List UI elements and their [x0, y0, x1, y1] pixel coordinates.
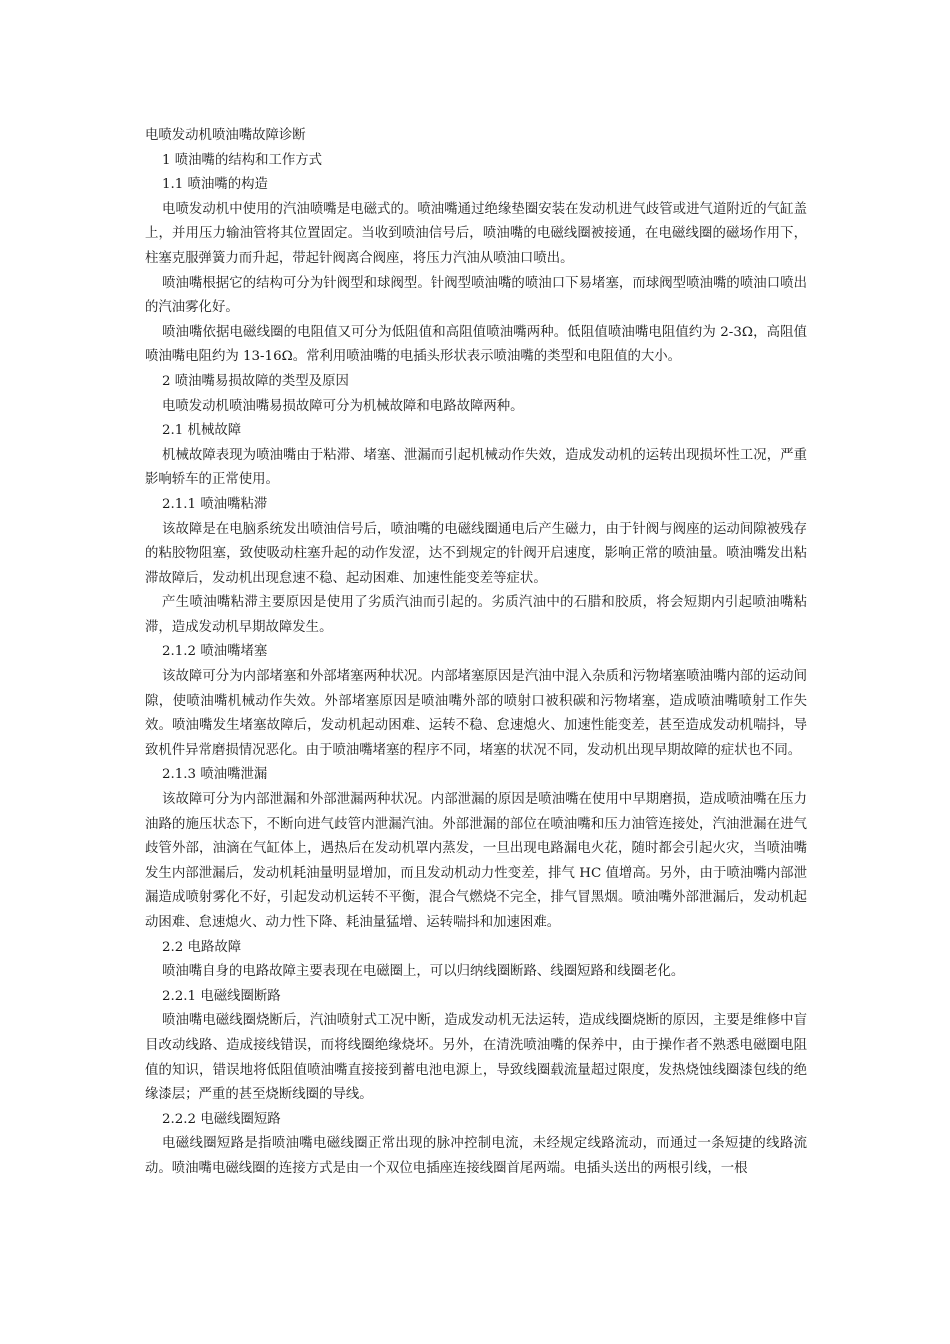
paragraph: 该故障可分为内部泄漏和外部泄漏两种状况。内部泄漏的原因是喷油嘴在使用中早期磨损，造成喷油嘴在压力油路的施压状态下，不断向进气歧管内泄漏汽油。外部泄漏的部位在喷油嘴和压力油管连接处，汽油泄漏在进气歧管外部，油滴在气缸体上，遇热后在发动机罩内蒸发，一旦出现电路漏电火花，随时都会引起火灾，当喷油嘴发生内部泄漏后，发动机耗油量明显增加，而且发动机动力性变差，排气 HC 值增高。另外，由于喷油嘴内部泄漏造成喷射雾化不好，引起发动机运转不平衡，混合气燃烧不完全，排气冒黑烟。喷油嘴外部泄漏后，发动机起动困难、怠速熄火、动力性下降、耗油量猛增、运转喘抖和加速困难。 — [145, 792, 807, 930]
subsection-heading-2-2: 2.2 电路故障 — [162, 939, 242, 955]
paragraph: 该故障是在电脑系统发出喷油信号后，喷油嘴的电磁线圈通电后产生磁力，由于针阀与阀座的运动间隙被残存的粘胶物阻塞，致使吸动柱塞升起的动作发涩，达不到规定的针阀开启速度，影响正常的喷油量。喷油嘴发出粘滞故障后，发动机出现怠速不稳、起动困难、加速性能变差等症状。 — [145, 521, 807, 586]
paragraph: 电喷发动机中使用的汽油喷嘴是电磁式的。喷油嘴通过绝缘垫圈安装在发动机进气歧管或进气道附近的气缸盖上，并用压力输油管将其位置固定。当收到喷油信号后，喷油嘴的电磁线圈被接通，在电磁线圈的磁场作用下，柱塞克服弹簧力而升起，带起针阀离合阀座，将压力汽油从喷油口喷出。 — [145, 201, 807, 266]
subsubsection-heading-2-2-1: 2.2.1 电磁线圈断路 — [162, 988, 281, 1004]
section-heading-1: 1 喷油嘴的结构和工作方式 — [162, 152, 323, 168]
paragraph: 喷油嘴依据电磁线圈的电阻值又可分为低阻值和高阻值喷油嘴两种。低阻值喷油嘴电阻值约为 2-3Ω，高阻值喷油嘴电阻约为 13-16Ω。常利用喷油嘴的电插头形状表示喷油嘴的类型和电阻值的大小。 — [145, 324, 807, 365]
subsubsection-heading-2-1-2: 2.1.2 喷油嘴堵塞 — [162, 644, 268, 660]
subsection-heading-1-1: 1.1 喷油嘴的构造 — [162, 177, 268, 193]
subsubsection-heading-2-1-3: 2.1.3 喷油嘴泄漏 — [162, 767, 268, 783]
paragraph: 机械故障表现为喷油嘴由于粘滞、堵塞、泄漏而引起机械动作失效，造成发动机的运转出现损坏性工况，严重影响轿车的正常使用。 — [145, 447, 807, 488]
subsection-heading-2-1: 2.1 机械故障 — [162, 423, 242, 439]
paragraph: 该故障可分为内部堵塞和外部堵塞两种状况。内部堵塞原因是汽油中混入杂质和污物堵塞喷油嘴内部的运动间隙，使喷油嘴机械动作失效。外部堵塞原因是喷油嘴外部的喷射口被积碳和污物堵塞，造成喷油嘴喷射工作失效。喷油嘴发生堵塞故障后，发动机起动困难、运转不稳、怠速熄火、加速性能变差，甚至造成发动机喘抖，导致机件异常磨损情况恶化。由于喷油嘴堵塞的程序不同，堵塞的状况不同，发动机出现早期故障的症状也不同。 — [145, 669, 807, 758]
subsubsection-heading-2-2-2: 2.2.2 电磁线圈短路 — [162, 1111, 281, 1127]
section-heading-2: 2 喷油嘴易损故障的类型及原因 — [162, 373, 349, 389]
subsubsection-heading-2-1-1: 2.1.1 喷油嘴粘滞 — [162, 496, 268, 512]
paragraph: 电喷发动机喷油嘴易损故障可分为机械故障和电路故障两种。 — [162, 398, 524, 414]
document-title: 电喷发动机喷油嘴故障诊断 — [145, 128, 306, 143]
paragraph: 喷油嘴电磁线圈烧断后，汽油喷射式工况中断，造成发动机无法运转，造成线圈烧断的原因，主要是维修中盲目改动线路、造成接线错误，而将线圈绝缘烧坏。另外，在清洗喷油嘴的保养中，由于操作者不熟悉电磁圈电阻值的知识，错误地将低阻值喷油嘴直接接到蓄电池电源上，导致线圈载流量超过限度，发热烧蚀线圈漆包线的绝缘漆层；严重的甚至烧断线圈的导线。 — [145, 1013, 807, 1103]
document-page — [145, 124, 807, 1182]
paragraph: 电磁线圈短路是指喷油嘴电磁线圈正常出现的脉冲控制电流，未经规定线路流动，而通过一条短捷的线路流动。喷油嘴电磁线圈的连接方式是由一个双位电插座连接线圈首尾两端。电插头送出的两根引线，一根 — [145, 1136, 807, 1176]
paragraph: 产生喷油嘴粘滞主要原因是使用了劣质汽油而引起的。劣质汽油中的石腊和胶质，将会短期内引起喷油嘴粘滞，造成发动机早期故障发生。 — [145, 595, 807, 635]
paragraph: 喷油嘴自身的电路故障主要表现在电磁圈上，可以归纳线圈断路、线圈短路和线圈老化。 — [162, 964, 685, 980]
paragraph: 喷油嘴根据它的结构可分为针阀型和球阀型。针阀型喷油嘴的喷油口下易堵塞，而球阀型喷油嘴的喷油口喷出的汽油雾化好。 — [145, 275, 807, 316]
